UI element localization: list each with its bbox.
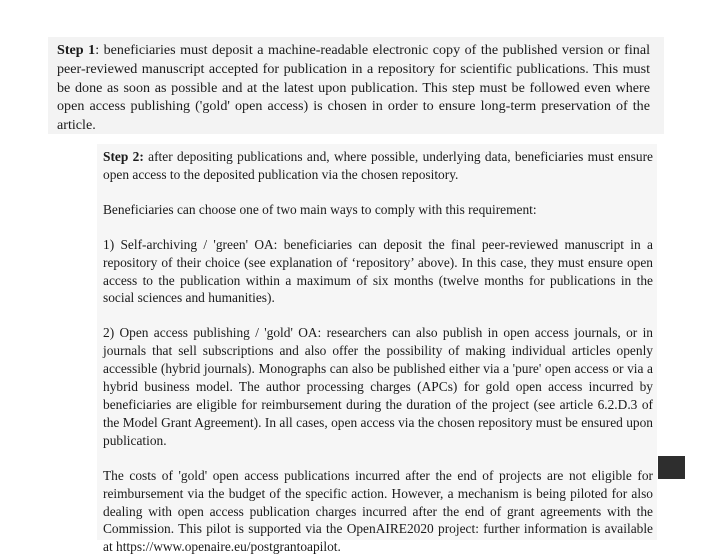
step2-option2-paragraph: 2) Open access publishing / 'gold' OA: researchers can also publish in open access journals, or in journals that sell subscriptions and also offer the possibility of making individual articles openly accessible (hybrid journals). Monographs can also be published either via a 'pure' open access or via a hybrid business model. The author processing charges (APCs) for gold open access incurred by beneficiaries are eligible for reimbursement during the duration of the project (see article 6.2.D.3 of the Model Grant Agreement). In all cases, open access via the chosen repository must be ensured upon publication. [103,325,653,448]
step1-excerpt [48,37,664,134]
step1-label: Step 1 [57,42,96,58]
step2-intro-paragraph [103,148,653,184]
step2-choose-paragraph: Beneficiaries can choose one of two main ways to comply with this requirement: [103,201,537,217]
step2-excerpt [97,144,657,555]
step1-paragraph [57,41,650,135]
step2-intro-text: after depositing publications and, where possible, underlying data, beneficiaries must ensure open access to the deposited publication via the chosen repository. [103,149,653,182]
step2-costs-paragraph: The costs of 'gold' open access publications incurred after the end of projects are not eligible for reimbursement via the budget of the specific action. However, a mechanism is being piloted for also dealing with open access publication charges incurred after the end of grant agreements with the Commission. This pilot is supported via the OpenAIRE2020 project: further information is available at https://www.openaire.eu/postgrantoapilot. [103,467,653,555]
step2-option1-paragraph: 1) Self-archiving / 'green' OA: beneficiaries can deposit the final peer-reviewed manuscript in a repository of their choice (see explanation of ‘repository’ above). In this case, they must ensure open access to the publication within a maximum of six months (twelve months for publications in the social sciences and humanities). [103,236,653,306]
step1-text: : beneficiaries must deposit a machine-readable electronic copy of the published version or final peer-reviewed manuscript accepted for publication in a repository for scientific publications. This must be done as soon as possible and at the latest upon publication. This step must be followed even where open access publishing ('gold' open access) is chosen in order to ensure long-term preservation of the article. [57,42,650,134]
dark-square-decoration [658,456,685,479]
step2-label: Step 2: [103,149,144,164]
